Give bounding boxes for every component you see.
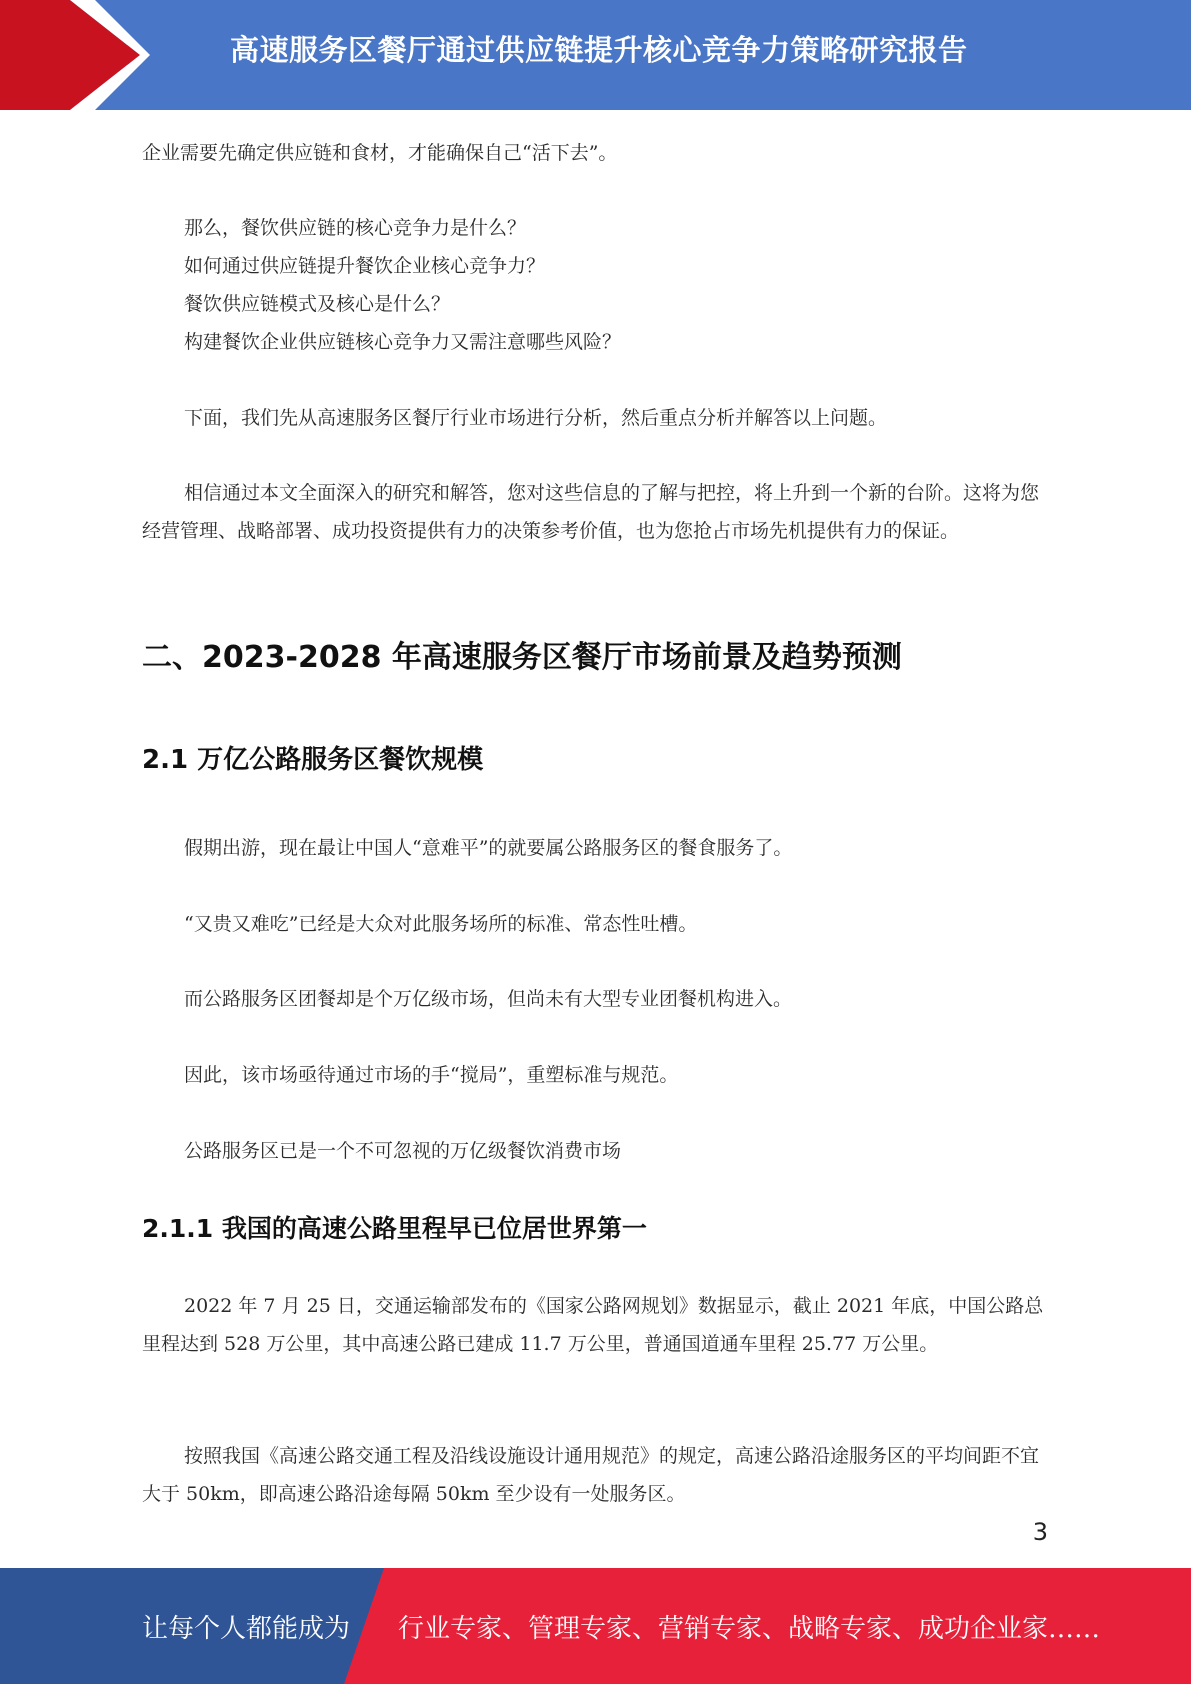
header-arrow-decoration: [0, 0, 170, 110]
paragraph-travel: 假期出游，现在最让中国人“意难平”的就要属公路服务区的餐食服务了。: [184, 837, 793, 859]
question-2: 如何通过供应链提升餐饮企业核心竞争力？: [184, 255, 546, 277]
paragraph-mileage: 2022 年 7 月 25 日，交通运输部发布的《国家公路网规划》数据显示，截止 2021 年底，中国公路总里程达到 528 万公里，其中高速公路已建成 11.7 万公里，普通国道通车里程 25.77 万公里。: [142, 1295, 1044, 1355]
paragraph-standard: 因此，该市场亟待通过市场的手“搅局”，重塑标准与规范。: [184, 1064, 679, 1086]
question-1: 那么，餐饮供应链的核心竞争力是什么？: [184, 217, 527, 239]
page-number: 3: [1032, 1518, 1048, 1546]
header-title: 高速服务区餐厅通过供应链提升核心竞争力策略研究报告: [230, 33, 968, 67]
footer-slogan-right: 行业专家、管理专家、营销专家、战略专家、成功企业家……: [398, 1614, 1101, 1644]
subsection-heading-2-1-1: 2.1.1 我国的高速公路里程早已位居世界第一: [142, 1214, 647, 1243]
paragraph-value: 相信通过本文全面深入的研究和解答，您对这些信息的了解与把控，将上升到一个新的台阶。这将为您经营管理、战略部署、成功投资提供有力的决策参考价值，也为您抢占市场先机提供有力的保证。: [142, 482, 1040, 542]
question-4: 构建餐饮企业供应链核心竞争力又需注意哪些风险？: [184, 331, 622, 353]
section-heading-2: 二、2023-2028 年高速服务区餐厅市场前景及趋势预测: [142, 640, 902, 675]
paragraph-market: 而公路服务区团餐却是个万亿级市场，但尚未有大型专业团餐机构进入。: [184, 988, 793, 1010]
paragraph-analysis: 下面，我们先从高速服务区餐厅行业市场进行分析，然后重点分析并解答以上问题。: [184, 407, 888, 429]
paragraph-complaint: “又贵又难吃”已经是大众对此服务场所的标准、常态性吐槽。: [184, 913, 698, 935]
footer-slogan-left: 让每个人都能成为: [142, 1614, 351, 1644]
question-3: 餐饮供应链模式及核心是什么？: [184, 293, 451, 315]
paragraph-intro: 企业需要先确定供应链和食材，才能确保自己“活下去”。: [142, 142, 618, 164]
subsection-heading-2-1: 2.1 万亿公路服务区餐饮规模: [142, 745, 484, 775]
paragraph-regulation: 按照我国《高速公路交通工程及沿线设施设计通用规范》的规定，高速公路沿途服务区的平均间距不宜大于 50km，即高速公路沿途每隔 50km 至少设有一处服务区。: [142, 1445, 1040, 1505]
page-footer: [0, 1568, 1191, 1684]
page-header: [0, 0, 1191, 110]
paragraph-scale: 公路服务区已是一个不可忽视的万亿级餐饮消费市场: [184, 1140, 622, 1162]
